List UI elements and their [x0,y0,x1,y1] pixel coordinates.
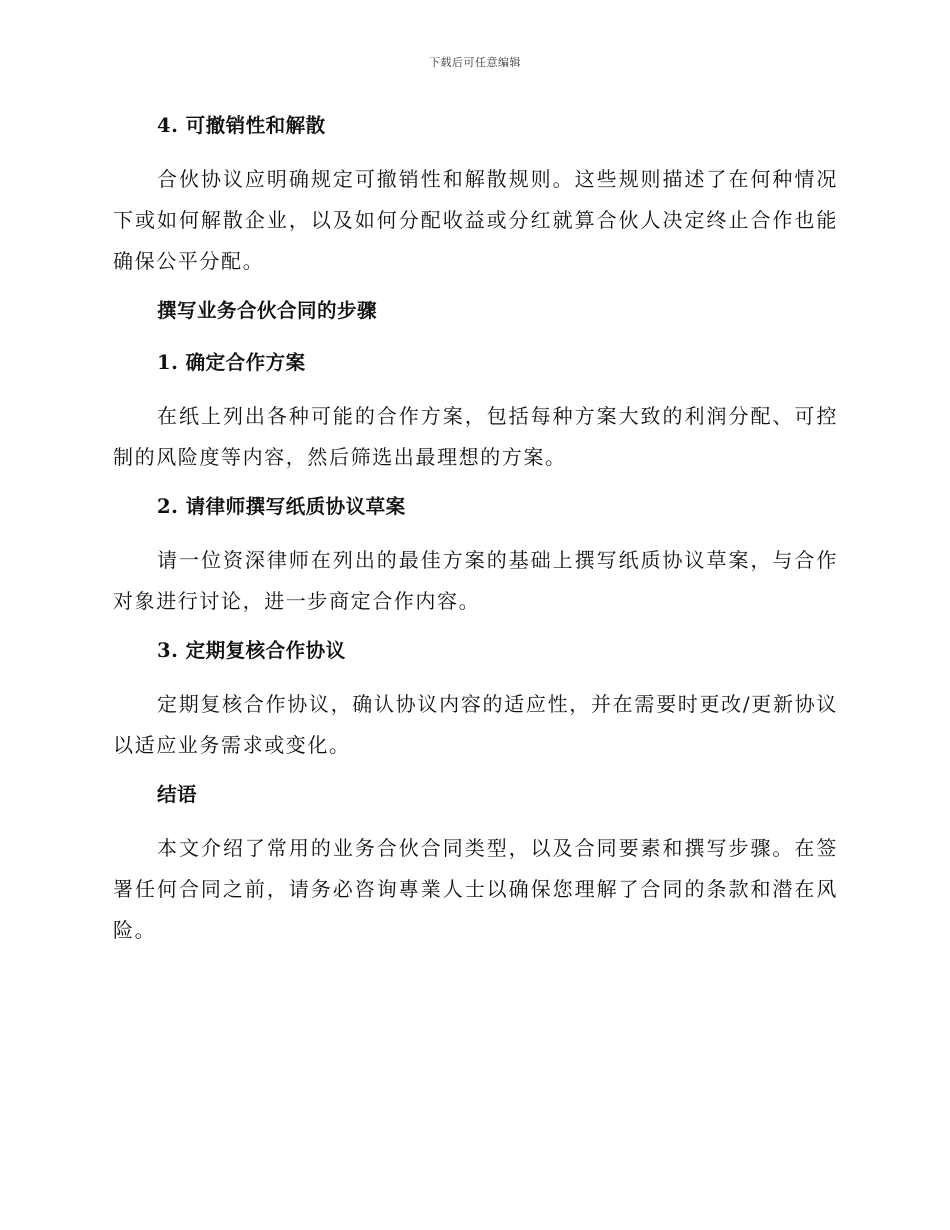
step-heading-review: 3. 定期复核合作协议 [157,639,346,662]
document-body [113,110,838,951]
section-heading-revocability: 4. 可撤销性和解散 [157,114,326,137]
paragraph-lawyer-draft: 请一位资深律师在列出的最佳方案的基础上撰写纸质协议草案，与合作对象进行讨论，进一步商定合作内容。 [113,548,838,613]
paragraph-determine-plan: 在纸上列出各种可能的合作方案，包括每种方案大致的利润分配、可控制的风险度等内容，然后筛选出最理想的方案。 [113,404,838,469]
section-heading-conclusion: 结语 [157,783,198,806]
step-heading-determine-plan: 1. 确定合作方案 [157,351,306,374]
page-header: 下载后可任意编辑 [429,56,521,69]
step-heading-lawyer-draft: 2. 请律师撰写纸质协议草案 [157,495,406,518]
paragraph-revocability: 合伙协议应明确规定可撤销性和解散规则。这些规则描述了在何种情况下或如何解散企业，以及如何分配收益或分红就算合伙人决定终止合作也能确保公平分配。 [113,167,838,273]
section-heading-steps: 撰写业务合伙合同的步骤 [157,299,378,322]
paragraph-review: 定期复核合作协议，确认协议内容的适应性，并在需要时更改/更新协议以适应业务需求或变化。 [113,692,838,757]
paragraph-conclusion: 本文介绍了常用的业务合伙合同类型，以及合同要素和撰写步骤。在签署任何合同之前，请务必咨询專業人士以确保您理解了合同的条款和潜在风险。 [113,836,838,942]
